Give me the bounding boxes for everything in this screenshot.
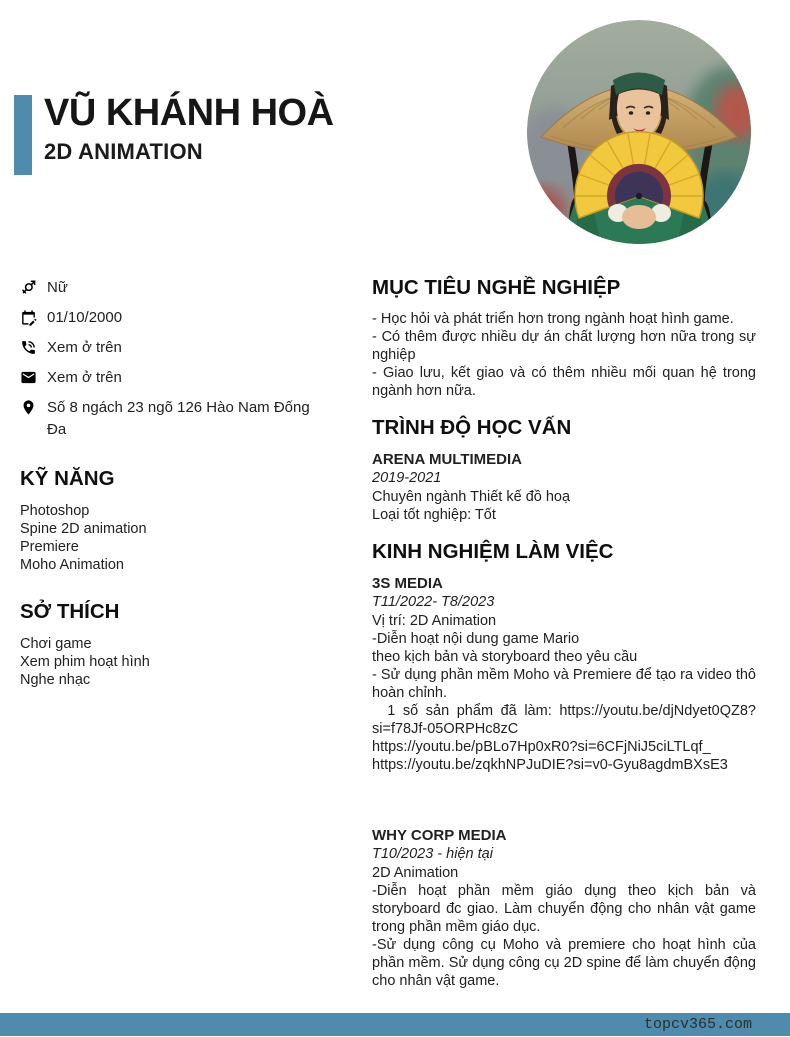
name-block xyxy=(44,92,334,165)
hobby-item: Nghe nhạc xyxy=(20,672,91,688)
profile-photo-illustration xyxy=(527,20,751,244)
job-3s-media xyxy=(372,574,756,774)
objective-heading: MỤC TIÊU NGHỀ NGHIỆP xyxy=(372,276,621,299)
hobby-item: Chơi game xyxy=(20,636,92,652)
job-period: T11/2022- T8/2023 xyxy=(372,594,495,610)
name-accent-bar xyxy=(14,95,32,175)
job-company: WHY CORP MEDIA xyxy=(372,827,507,844)
hobbies-heading: SỞ THÍCH xyxy=(20,600,120,623)
education-heading: TRÌNH ĐỘ HỌC VẤN xyxy=(372,416,572,439)
phone-icon xyxy=(20,339,37,356)
skill-item: Photoshop xyxy=(20,503,90,519)
job-description-line: -Diễn hoạt nội dung game Mario xyxy=(372,631,580,647)
profile-photo xyxy=(527,20,751,244)
skill-item: Spine 2D animation xyxy=(20,521,147,537)
skills-heading: KỸ NĂNG xyxy=(20,467,115,490)
calendar-icon xyxy=(20,309,37,326)
education-grade: Loại tốt nghiệp: Tốt xyxy=(372,507,496,523)
job-portfolio-link[interactable]: https://youtu.be/pBLo7Hp0xR0?si=6CFjNiJ5ciLTLqf_ xyxy=(372,739,711,755)
contact-row-birthday xyxy=(20,307,320,329)
contact-email-value: Xem ở trên xyxy=(47,369,122,386)
job-why-corp-media xyxy=(372,826,756,990)
footer-bar xyxy=(0,1013,790,1036)
location-icon xyxy=(20,399,37,416)
job-description-line: - Sử dụng phần mềm Moho và Premiere để tạo ra video thô hoàn chỉnh. xyxy=(372,667,756,701)
education-major: Chuyên ngành Thiết kế đồ hoạ xyxy=(372,489,571,505)
footer-site-link[interactable]: topcv365.com xyxy=(643,1016,752,1033)
contact-gender-value: Nữ xyxy=(47,279,68,296)
objective-paragraph: - Học hỏi và phát triển hơn trong ngành hoạt hình game. xyxy=(372,311,734,327)
contact-birthday-value: 01/10/2000 xyxy=(47,309,123,326)
left-column xyxy=(20,277,320,689)
person-job-title: 2D ANIMATION xyxy=(44,139,203,164)
job-description-line: -Sử dụng công cụ Moho và premiere cho hoạt hình của phần mềm. Sử dụng công cụ 2D spine để làm chuyển động cho nhân vật game. xyxy=(372,937,756,989)
contact-address-value: Số 8 ngách 23 ngõ 126 Hào Nam Đống Đa xyxy=(47,399,310,438)
person-name: VŨ KHÁNH HOÀ xyxy=(44,92,334,134)
job-description-line: 2D Animation xyxy=(372,865,459,881)
gender-icon xyxy=(20,279,37,296)
job-portfolio-link[interactable]: 1 số sản phẩm đã làm: https://youtu.be/djNdyet0QZ8?si=f78Jf-05ORPHc8zC xyxy=(372,703,756,737)
contact-row-gender xyxy=(20,277,320,299)
hobby-item: Xem phim hoạt hình xyxy=(20,654,150,670)
job-description-line: -Diễn hoạt phần mềm giáo dụng theo kịch bản và storyboard đc giao. Làm chuyển động cho nhân vật game trong phần mềm giáo dục. xyxy=(372,883,756,935)
job-period: T10/2023 - hiện tại xyxy=(372,846,493,862)
objective-paragraph: - Có thêm được nhiều dự án chất lượng hơn nữa trong sự nghiệp xyxy=(372,329,756,363)
education-period: 2019-2021 xyxy=(372,470,442,486)
contact-row-address xyxy=(20,397,320,441)
job-description-line: theo kịch bản và storyboard theo yêu cầu xyxy=(372,649,638,665)
job-description-line: Vị trí: 2D Animation xyxy=(372,613,497,629)
contact-row-email xyxy=(20,367,320,389)
job-portfolio-link[interactable]: https://youtu.be/zqkhNPJuDIE?si=v0-Gyu8agdmBXsE3 xyxy=(372,757,728,773)
contact-row-phone xyxy=(20,337,320,359)
right-column xyxy=(372,276,756,990)
contact-phone-value: Xem ở trên xyxy=(47,339,122,356)
objective-paragraph: - Giao lưu, kết giao và có thêm nhiều mối quan hệ trong ngành hơn nữa. xyxy=(372,365,756,399)
job-company: 3S MEDIA xyxy=(372,575,443,592)
experience-heading: KINH NGHIỆM LÀM VIỆC xyxy=(372,540,614,563)
email-icon xyxy=(20,369,37,386)
skill-item: Moho Animation xyxy=(20,557,124,573)
skill-item: Premiere xyxy=(20,539,79,555)
education-school: ARENA MULTIMEDIA xyxy=(372,451,522,468)
